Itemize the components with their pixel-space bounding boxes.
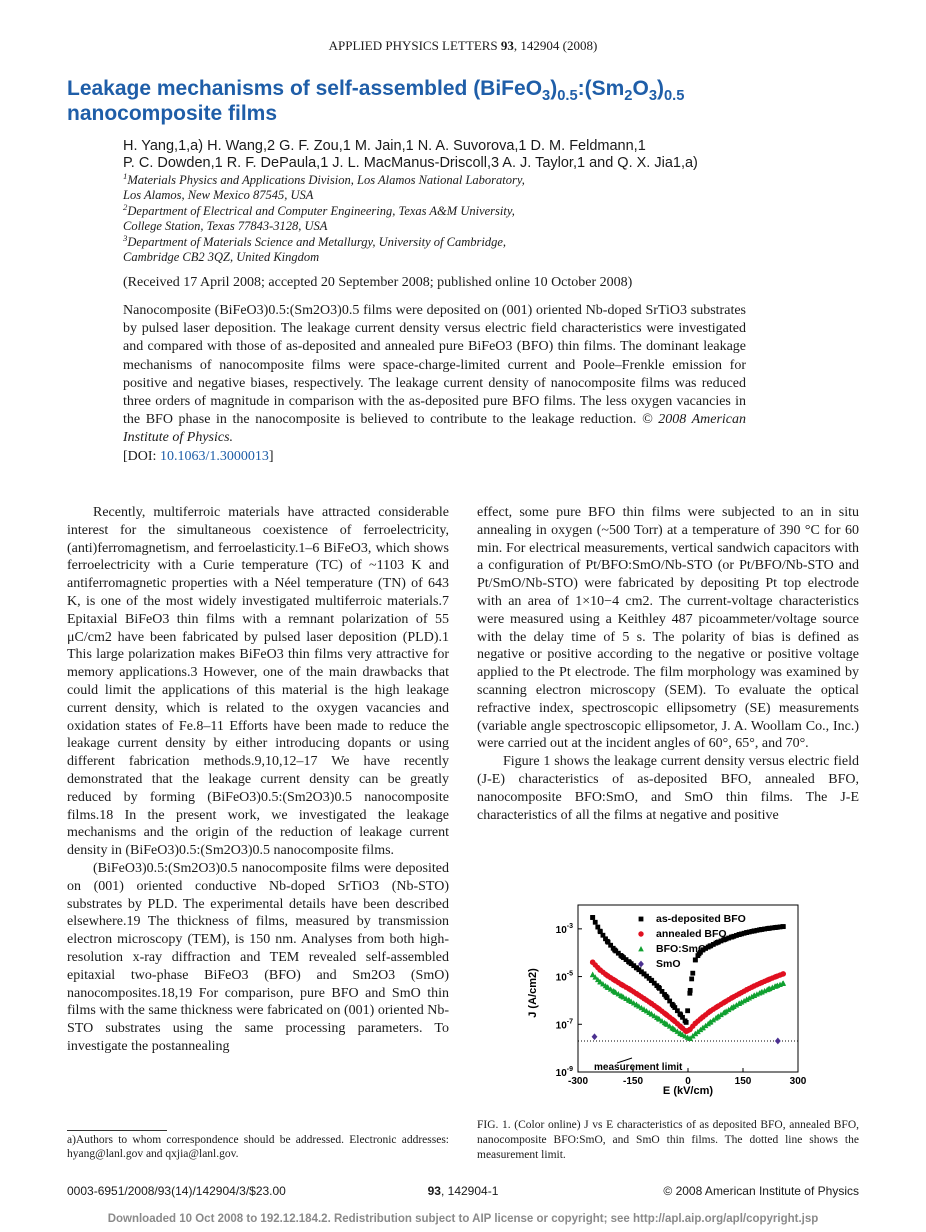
download-notice: Downloaded 10 Oct 2008 to 192.12.184.2. Redistribution subject to AIP license or copyright; see http://apl.aip.org/apl/copyright.jsp xyxy=(107,1213,819,1225)
footer-volume: 93 xyxy=(427,1184,441,1198)
figure-1 xyxy=(522,898,822,1098)
data-point xyxy=(775,1038,781,1045)
title-formula-part: O xyxy=(632,77,649,100)
paragraph: Figure 1 shows the leakage current density versus electric field (J-E) characteristics of as-deposited BFO, annealed BFO, nanocomposite BFO:SmO, and SmO thin films. The J-E characteristics of all the films at negative and positive xyxy=(477,754,859,823)
title-sub: 0.5 xyxy=(557,88,578,105)
title-formula-part: :(Sm xyxy=(577,77,625,100)
y-tick-label: $10^{-9}$ xyxy=(555,1066,573,1079)
x-tick-label: -300 xyxy=(567,1076,589,1087)
affiliation-line: Department of Electrical and Computer Engineering, Texas A&M University, xyxy=(127,203,515,218)
data-point xyxy=(590,915,595,920)
caption-label: FIG. 1. xyxy=(477,1119,511,1131)
title-sub: 2 xyxy=(624,88,633,105)
right-column xyxy=(477,504,859,824)
legend-marker xyxy=(638,946,644,951)
doi-link[interactable]: 10.1063/1.3000013 xyxy=(159,448,269,464)
title-text: Leakage mechanisms of self-assembled xyxy=(67,77,474,100)
title-sub: 3 xyxy=(648,88,657,105)
title-formula-part: (BiFeO xyxy=(473,77,543,100)
left-column xyxy=(67,504,449,1056)
paragraph: (BiFeO3)0.5:(Sm2O3)0.5 nanocomposite films were deposited on (001) oriented conductive Nb-doped SrTiO3 (Nb-STO) substrates by PLD. The experimental details have been described elsewhere.19 The thickness of films, measured by transmission electron microscopy (TEM), is 150 nm. Analyses from both high-resolution x-ray diffraction and TEM revealed self-assembled epitaxial two-phase BiFeO3 (BFO) and Sm2O3 (SmO) nanocomposites.18,19 For comparison, pure BFO and SmO thin films with the same thickness were fabricated on (001) oriented Nb-STO substrates using the same processing parameters. To investigate the postannealing xyxy=(67,860,449,1054)
legend-marker xyxy=(638,931,643,936)
data-point xyxy=(690,971,695,976)
affiliation-line: Cambridge CB2 3QZ, United Kingdom xyxy=(123,250,320,265)
y-tick-exponent: -5 xyxy=(566,970,573,978)
legend-label: annealed BFO xyxy=(656,928,727,940)
caption-text: (Color online) J vs E characteristics of as deposited BFO, annealed BFO, nanocomposite BFO:SmO, and SmO thin films. The dotted line shows the measurement limit. xyxy=(477,1119,859,1161)
affiliation-3 xyxy=(123,232,723,266)
journal-volume: 93 xyxy=(500,38,514,53)
y-tick-label: $10^{-5}$ xyxy=(555,970,573,984)
footnote: a)Authors to whom correspondence should be addressed. Electronic addresses: hyang@lanl.gov and qxjia@lanl.gov. xyxy=(67,1134,449,1160)
y-tick-label: $10^{-7}$ xyxy=(555,1018,573,1032)
y-tick-exponent: -3 xyxy=(566,922,573,930)
paragraph: effect, some pure BFO thin films were subjected to an in situ annealing in oxygen (~500 Torr) at a temperature of 390 °C for 60 min. For electrical measurements, vertical sandwich capacitors with a configuration of Pt/BFO:SmO/Nb-STO (or Pt/BFO/Nb-STO and Pt/SmO/Nb-STO) were fabricated by depositing Pt top electrode with an area of 1×10−4 cm2. The current-voltage characteristics were measured using a Keithley 487 picoammeter/voltage source with the delay time of 5 s. The polarity of bias is defined as negative or positive according to the negative or positive voltage applied to the Pt electrode. The film morphology was examined by scanning electron microscopy (SEM). To evaluate the optical refractive index, spectroscopic ellipsometry (SE) measurements (variable angle spectroscopic ellipsometor, J. A. Woollam Co., Inc.) were carried out at the incident angles of 60°, 65°, and 70°. xyxy=(477,505,859,752)
legend-label: SmO xyxy=(656,958,681,970)
author-line-2: P. C. Dowden,1 R. F. DePaula,1 J. L. MacManus-Driscoll,3 A. J. Taylor,1 and Q. X. Jia1,a) xyxy=(123,155,698,171)
affiliation-line: Department of Materials Science and Metallurgy, University of Cambridge, xyxy=(127,234,507,249)
jv-chart xyxy=(522,898,822,1098)
journal-header xyxy=(0,38,926,54)
data-point xyxy=(780,924,785,929)
title-sub: 0.5 xyxy=(663,88,685,105)
x-tick-label: 150 xyxy=(734,1076,752,1087)
journal-name: APPLIED PHYSICS LETTERS xyxy=(328,38,498,53)
figure-caption xyxy=(477,1118,859,1163)
author-list xyxy=(123,138,883,172)
footer-issn: 0003-6951/2008/93(14)/142904/3/$23.00 xyxy=(67,1184,286,1198)
data-point xyxy=(595,925,600,930)
legend-marker xyxy=(639,917,644,922)
doi-prefix: [DOI: xyxy=(123,448,160,464)
footnote-divider xyxy=(67,1130,167,1131)
title-formula-part: ) xyxy=(656,77,664,100)
data-point xyxy=(593,920,598,925)
doi-suffix: ] xyxy=(268,448,274,464)
affiliation-number: 3 xyxy=(123,232,128,243)
legend-label: as-deposited BFO xyxy=(656,913,746,925)
affiliation-number: 2 xyxy=(123,201,128,212)
data-point xyxy=(688,988,693,993)
data-point xyxy=(592,1033,598,1040)
y-axis-label: J (A/cm2) xyxy=(527,968,539,1018)
affiliation-number: 1 xyxy=(123,170,128,181)
data-point xyxy=(693,957,698,962)
footer-page-number: , 142904-1 xyxy=(440,1184,499,1198)
abstract-body: Nanocomposite (BiFeO3)0.5:(Sm2O3)0.5 films were deposited on (001) oriented Nb-doped SrTiO3 substrates by pulsed laser deposition. The leakage current density versus electric field characteristics were investigated and compared with those of as-deposited and annealed pure BiFeO3 (BFO) thin films. The dominant leakage mechanisms of nanocomposite films were space-charge-limited current and Poole–Frenkle emission for positive and negative biases, respectively. The leakage current density of nanocomposite films was reduced three orders of magnitude in comparison with the as-deposited pure BFO films. The less oxygen vacancies in the BFO phase in the nanocomposite is believed to contribute to the leakage reduction. xyxy=(123,303,746,428)
journal-pages: , 142904 (2008) xyxy=(513,38,598,53)
measurement-limit-annotation: measurement limit xyxy=(594,1062,683,1073)
x-axis-label: E (kV/cm) xyxy=(662,1085,714,1097)
received-dates: (Received 17 April 2008; accepted 20 September 2008; published online 10 October 2008) xyxy=(123,275,633,290)
x-tick-label: 0 xyxy=(685,1076,691,1087)
footer-copyright: © 2008 American Institute of Physics xyxy=(663,1184,859,1198)
abstract xyxy=(123,302,746,466)
y-tick-label: $10^{-3}$ xyxy=(555,922,573,936)
data-point xyxy=(685,1008,690,1013)
data-point xyxy=(689,976,694,981)
y-tick-exponent: -7 xyxy=(566,1018,573,1026)
legend-label: BFO:SmO xyxy=(656,943,707,955)
affiliation-line: Los Alamos, New Mexico 87545, USA xyxy=(123,188,314,203)
data-point xyxy=(683,1018,688,1023)
abstract-copyright: © 2008 American Institute of Physics. xyxy=(123,412,747,446)
affiliation-line: Materials Physics and Applications Division, Los Alamos National Laboratory, xyxy=(127,173,525,187)
x-tick-label: -150 xyxy=(622,1076,644,1087)
affiliation-1 xyxy=(123,170,723,204)
author-line-1: H. Yang,1,a) H. Wang,2 G. F. Zou,1 M. Jain,1 N. A. Suvorova,1 D. M. Feldmann,1 xyxy=(123,138,646,154)
x-tick-label: 300 xyxy=(789,1076,807,1087)
title-line-2: nanocomposite films xyxy=(67,102,278,125)
affiliation-line: College Station, Texas 77843-3128, USA xyxy=(123,219,328,234)
y-tick-exponent: -9 xyxy=(566,1066,573,1073)
affiliation-2 xyxy=(123,201,723,235)
paragraph: Recently, multiferroic materials have attracted considerable interest for the simultaneous coexistence of ferroelectricity, (anti)ferromagnetism, and ferroelasticity.1–6 BiFeO3, which shows ferroelectricity with a Curie temperature (TC) of ~1103 K and antiferromagnetic properties with a Néel temperature (TN) of 643 K, is one of the most widely investigated multiferroic materials.7 Epitaxial BiFeO3 thin films with a remnant polarization of 55 μC/cm2 have been fabricated by pulsed laser deposition (PLD).1 This large polarization makes BiFeO3 thin films very attractive for memory applications.3 However, one of the main drawbacks that could limit the applications of this material is the high leakage current density, which is related to the oxygen vacancies and oxidation states of Fe.8–11 Efforts have been made to reduce the leakage current density by either introducing dopants or using different fabrication methods.9,10,12–17 We have recently demonstrated that the leakage current density can be greatly reduced by forming (BiFeO3)0.5:(Sm2O3)0.5 nanocomposite films.18 In the present work, we investigated the leakage mechanisms and the origin of the reduction of leakage current density in (BiFeO3)0.5:(Sm2O3)0.5 nanocomposite films. xyxy=(67,505,449,859)
title-formula-part: ) xyxy=(550,77,558,100)
paper-title xyxy=(67,76,867,126)
affiliations xyxy=(123,170,723,265)
data-point xyxy=(780,971,785,976)
title-sub: 3 xyxy=(542,88,551,105)
